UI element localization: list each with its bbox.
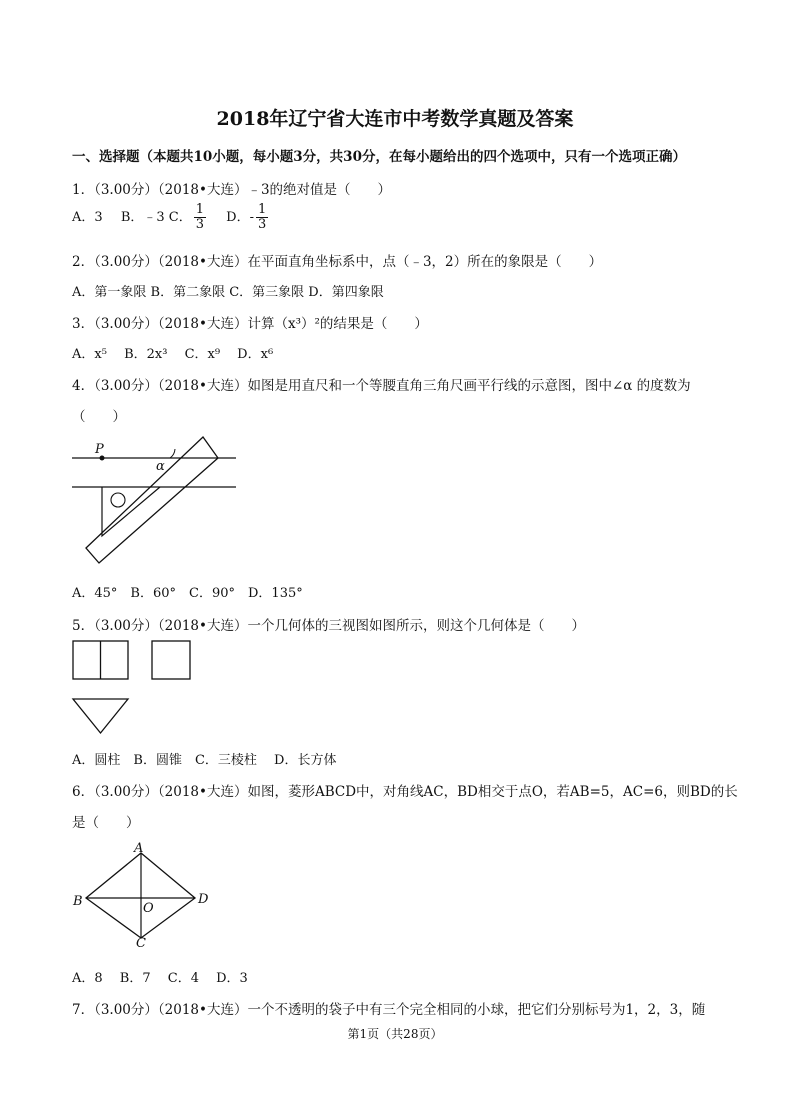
q1-d-numerator: 1 [258, 202, 267, 217]
figure-6-label-a: A [134, 841, 144, 856]
figure-6-label-c: C [136, 936, 146, 951]
figure-4-label-p: P [95, 442, 104, 457]
question-1-stem: 1．（3.00分）（2018•大连）﹣3的绝对值是（ ） [72, 182, 392, 198]
q1-c-denominator: 3 [195, 217, 205, 232]
question-5-options: A．圆柱 B．圆锥 C．三棱柱 D．长方体 [72, 753, 337, 768]
q1-option-a: A．3 [72, 210, 103, 225]
question-5-stem: 5．（3.00分）（2018•大连）一个几何体的三视图如图所示，则这个几何体是（ ） [72, 618, 585, 634]
section-heading: 一、选择题（本题共10小题，每小题3分，共30分，在每小题给出的四个选项中，只有一个选项正确） [72, 149, 686, 165]
figure-6-label-o: O [143, 901, 154, 916]
q1-d-negative: - [249, 210, 254, 225]
q1-option-c-prefix: C． [168, 210, 192, 225]
question-4-stem-line-2: （ ） [72, 409, 126, 425]
page-title: 2018年辽宁省大连市中考数学真题及答案 [216, 108, 574, 130]
question-3-stem: 3．（3.00分）（2018•大连）计算（x³）²的结果是（ ） [72, 316, 428, 332]
q1-option-b: B．﹣3 [120, 210, 165, 225]
question-4-stem-line-1: 4．（3.00分）（2018•大连）如图是用直尺和一个等腰直角三角尺画平行线的示意图，图中∠α 的度数为 [72, 378, 691, 394]
question-2-stem: 2．（3.00分）（2018•大连）在平面直角坐标系中，点（﹣3，2）所在的象限是（ ） [72, 254, 603, 270]
question-6-stem-line-1: 6．（3.00分）（2018•大连）如图，菱形ABCD中，对角线AC，BD相交于点O，若AB=5，AC=6，则BD的长 [72, 784, 738, 800]
q1-option-d-prefix: D． [226, 210, 250, 225]
figure-6-label-d: D [198, 892, 209, 907]
figure-4-label-alpha: α [156, 459, 165, 474]
question-4-options: A．45° B．60° C．90° D．135° [72, 586, 303, 601]
q1-c-numerator: 1 [195, 202, 205, 217]
question-6-stem-line-2: 是（ ） [72, 815, 140, 831]
question-6-options: A．8 B．7 C．4 D．3 [72, 971, 248, 986]
figure-6-label-b: B [73, 894, 83, 909]
page-footer: 第1页（共28页） [347, 1027, 443, 1041]
question-7-stem: 7．（3.00分）（2018•大连）一个不透明的袋子中有三个完全相同的小球，把它们分别标号为1，2，3，随 [72, 1002, 706, 1018]
question-3-options: A．x⁵ B．2x³ C．x⁹ D．x⁶ [72, 347, 274, 362]
question-2-options: A．第一象限 B．第二象限 C．第三象限 D．第四象限 [72, 285, 384, 300]
q1-d-denominator: 3 [258, 217, 267, 232]
